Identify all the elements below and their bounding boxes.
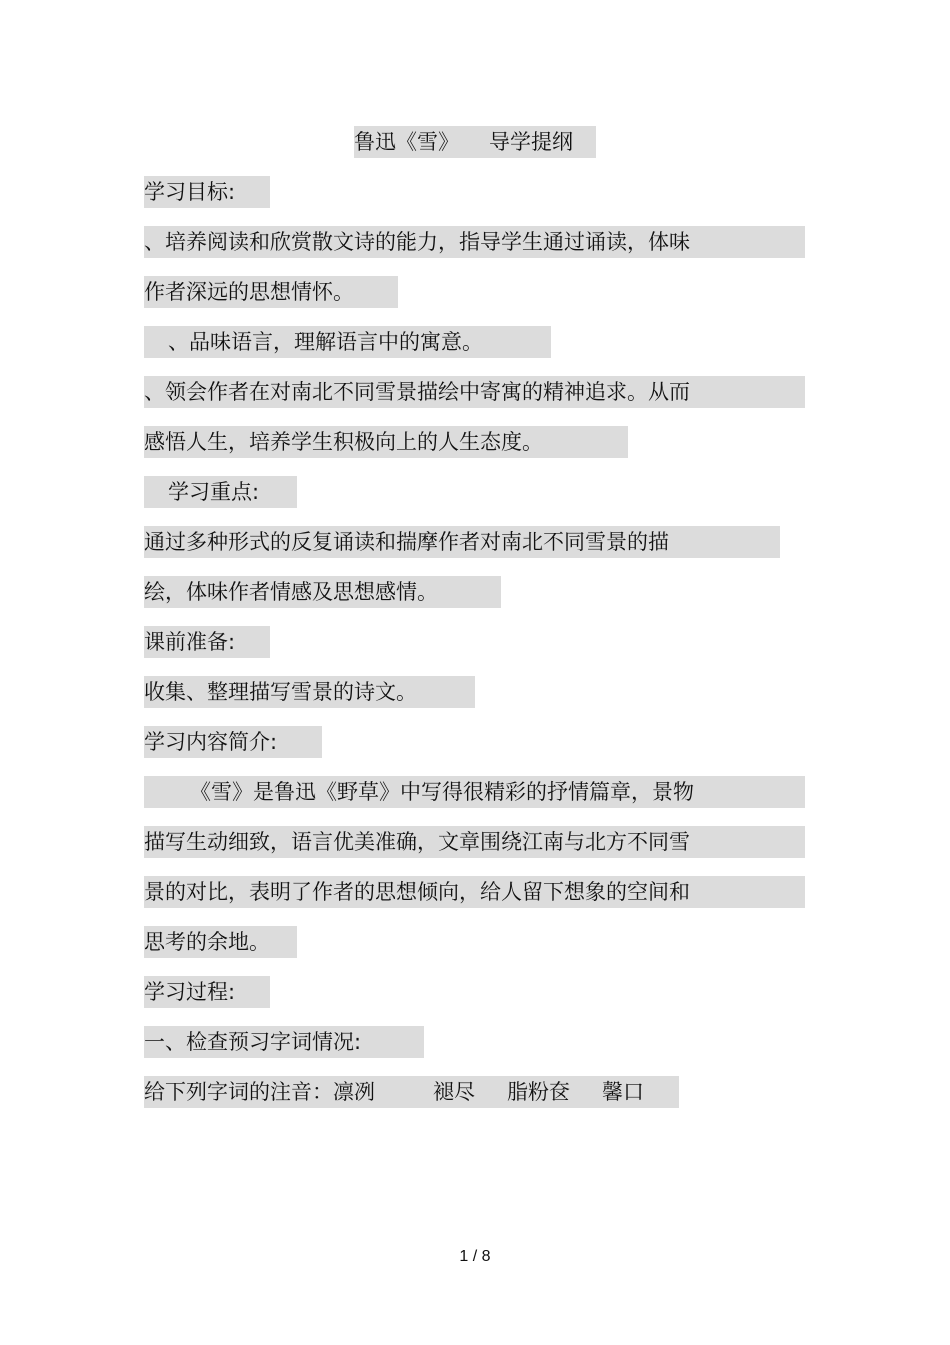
intro-line2: 描写生动细致，语言优美准确，文章围绕江南与北方不同雪: [144, 826, 805, 858]
focus-line1: 通过多种形式的反复诵读和揣摩作者对南北不同雪景的描: [144, 526, 780, 558]
process-heading: 学习过程:: [144, 976, 270, 1008]
prep-text: 收集、整理描写雪景的诗文。: [144, 676, 475, 708]
focus-line2: 绘，体味作者情感及思想感情。: [144, 576, 501, 608]
vocab-word-4: 馨口: [602, 1080, 644, 1104]
step1-heading: 一、检查预习字词情况:: [144, 1026, 424, 1058]
title-part2: 导学提纲: [489, 130, 573, 154]
vocab-word-2: 褪尽: [433, 1080, 475, 1104]
intro-line4: 思考的余地。: [144, 926, 297, 958]
vocab-word-3: 脂粉奁: [507, 1080, 570, 1104]
vocab-prompt: 给下列字词的注音：凛冽: [144, 1080, 375, 1104]
title-part1: 鲁迅《雪》: [354, 130, 459, 154]
goals-heading: 学习目标:: [144, 176, 270, 208]
intro-line1: 《雪》是鲁迅《野草》中写得很精彩的抒情篇章，景物: [144, 776, 805, 808]
goal1-line1: 、培养阅读和欣赏散文诗的能力，指导学生通过诵读，体味: [144, 226, 805, 258]
focus-heading: 学习重点:: [144, 476, 297, 508]
goal2: 、品味语言，理解语言中的寓意。: [144, 326, 551, 358]
prep-heading: 课前准备:: [144, 626, 270, 658]
goal3-line2: 感悟人生，培养学生积极向上的人生态度。: [144, 426, 628, 458]
page-number: 1 / 8: [459, 1248, 491, 1265]
intro-line3: 景的对比，表明了作者的思想倾向，给人留下想象的空间和: [144, 876, 805, 908]
goal3-line1: 、领会作者在对南北不同雪景描绘中寄寓的精神追求。从而: [144, 376, 805, 408]
vocab-line: [144, 1076, 679, 1108]
intro-heading: 学习内容简介:: [144, 726, 322, 758]
goal1-line2: 作者深远的思想情怀。: [144, 276, 398, 308]
document-title: [354, 126, 596, 158]
